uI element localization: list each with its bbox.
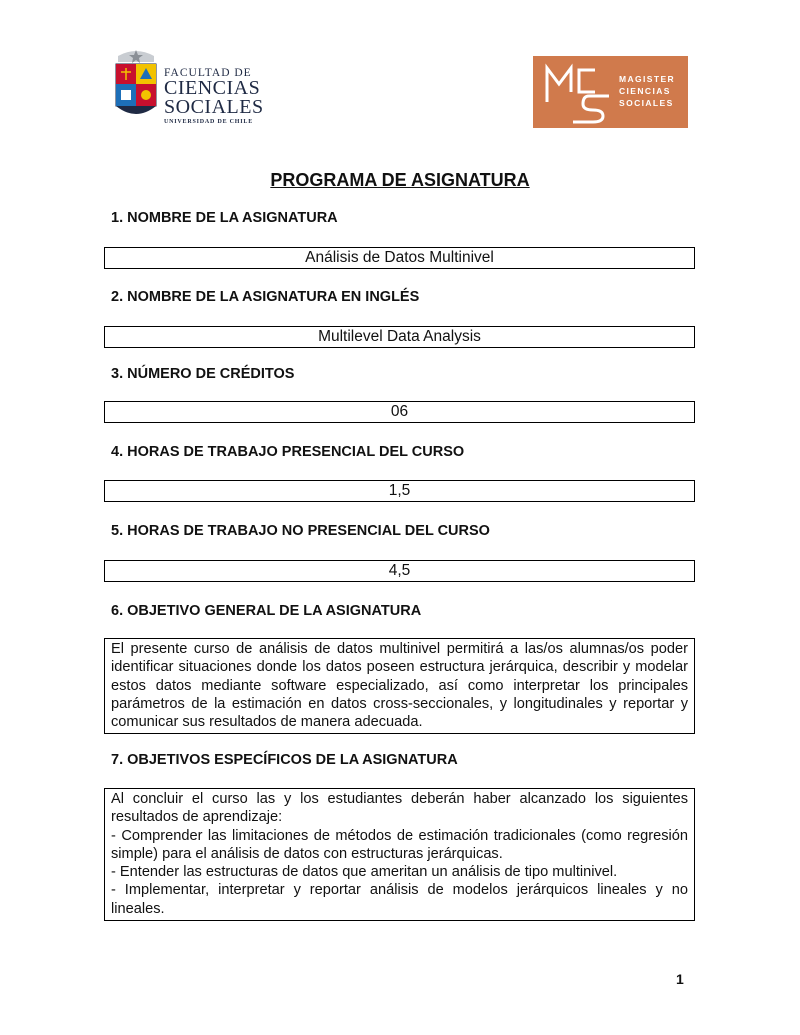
section-heading-general-objective: 6. OBJETIVO GENERAL DE LA ASIGNATURA [111, 603, 422, 619]
magister-logo-line3: SOCIALES [619, 98, 674, 108]
faculty-logo-line4: UNIVERSIDAD DE CHILE [164, 119, 254, 125]
in-person-hours-box: 1,5 [104, 480, 695, 502]
section-heading-course-name-english: 2. NOMBRE DE LA ASIGNATURA EN INGLÉS [111, 289, 420, 305]
section-heading-course-name: 1. NOMBRE DE LA ASIGNATURA [111, 210, 338, 226]
mcs-monogram-icon [543, 62, 615, 124]
faculty-logo-line3: SOCIALES [164, 96, 264, 118]
section-heading-credits: 3. NÚMERO DE CRÉDITOS [111, 366, 295, 382]
faculty-crest-icon [112, 48, 160, 126]
page-number: 1 [676, 971, 684, 987]
section-heading-in-person-hours: 4. HORAS DE TRABAJO PRESENCIAL DEL CURSO [111, 444, 465, 460]
specific-objective-item: - Implementar, interpretar y reportar análisis de modelos jerárquicos lineales y no lineales. [111, 882, 688, 917]
general-objective-text: El presente curso de análisis de datos multinivel permitirá a las/os alumnas/os poder identificar situaciones donde los datos poseen estructura jerárquica, describir y modelar estos datos mediante software especializado, así como interpretar los principales parámetros de la estimación en datos cross-seccionales, y longitudinales y reportar y comunicar sus resultados de manera adecuada. [111, 641, 688, 731]
course-name-english-box: Multilevel Data Analysis [104, 326, 695, 348]
specific-objectives-box [104, 788, 695, 921]
document-title: PROGRAMA DE ASIGNATURA [270, 170, 530, 190]
general-objective-box [104, 638, 695, 734]
credits-box: 06 [104, 401, 695, 423]
faculty-logo-line1: FACULTAD DE [164, 67, 252, 79]
specific-objective-item: - Entender las estructuras de datos que ameritan un análisis de tipo multinivel. [111, 864, 618, 881]
specific-objective-item: - Comprender las limitaciones de métodos de estimación tradicionales (como regresión simple) para el análisis de datos con estructuras jerárquicas. [111, 827, 688, 862]
course-name-box: Análisis de Datos Multinivel [104, 247, 695, 269]
specific-objectives-intro: Al concluir el curso las y los estudiantes deberán haber alcanzado los siguientes resultados de aprendizaje: [111, 791, 688, 826]
section-heading-remote-hours: 5. HORAS DE TRABAJO NO PRESENCIAL DEL CURSO [111, 523, 490, 539]
section-heading-specific-objectives: 7. OBJETIVOS ESPECÍFICOS DE LA ASIGNATURA [111, 752, 458, 768]
magister-logo [533, 56, 688, 128]
magister-logo-line2: CIENCIAS [619, 86, 671, 96]
magister-logo-line1: MAGISTER [619, 74, 676, 84]
faculty-logo [112, 48, 272, 128]
remote-hours-box: 4,5 [104, 560, 695, 582]
faculty-logo-line2: CIENCIAS [164, 77, 261, 99]
